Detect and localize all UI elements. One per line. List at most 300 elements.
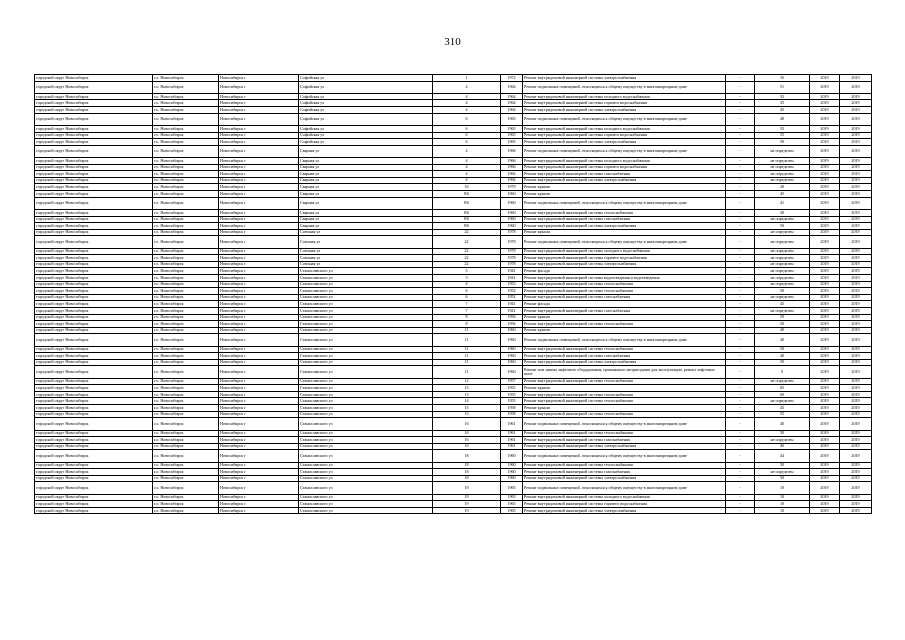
end-year-cell: 2019	[840, 507, 872, 514]
work-type-cell: Ремонт внутридомовой инженерной системы холодного водоснабжения	[523, 93, 726, 100]
cost-cell: 35	[755, 75, 810, 82]
settlement-cell: Новосибирск г	[219, 450, 299, 462]
work-type-cell: Ремонт подвальных помещений, относящихся к общему имуществу в многоквартирном доме	[523, 197, 726, 209]
work-type-cell: Ремонт или замена лифтового оборудования, признанного непригодным для эксплуатации, ремонт лифтовых шахт	[523, 366, 726, 378]
year-cell: 1952	[501, 288, 523, 295]
municipality-cell: г.о. Новосибирск	[153, 307, 219, 314]
cost-cell: не определен	[755, 307, 810, 314]
house-cell: 16	[433, 184, 501, 191]
district-cell: городской округ Новосибирск	[35, 301, 153, 308]
house-cell: 7	[433, 301, 501, 308]
dash-cell: -	[726, 494, 755, 501]
year-cell: 1957	[501, 378, 523, 385]
municipality-cell: г.о. Новосибирск	[153, 113, 219, 125]
municipality-cell: г.о. Новосибирск	[153, 366, 219, 378]
year-cell: 1978	[501, 255, 523, 262]
house-cell: 8/6	[433, 216, 501, 223]
dash-cell: -	[726, 229, 755, 236]
settlement-cell: Новосибирск г	[219, 288, 299, 295]
work-type-cell: Ремонт внутридомовой инженерной системы электроснабжения	[523, 443, 726, 450]
house-cell: 16	[433, 418, 501, 430]
year-cell: 1966	[501, 145, 523, 157]
year-cell: 1956	[501, 321, 523, 328]
table-row	[35, 430, 872, 437]
end-year-cell: 2019	[840, 443, 872, 450]
settlement-cell: Новосибирск г	[219, 301, 299, 308]
municipality-cell: г.о. Новосибирск	[153, 321, 219, 328]
dash-cell: -	[726, 268, 755, 275]
district-cell: городской округ Новосибирск	[35, 274, 153, 281]
district-cell: городской округ Новосибирск	[35, 482, 153, 494]
year-cell: 1978	[501, 236, 523, 248]
table-row	[35, 139, 872, 146]
year-cell: 1961	[501, 437, 523, 444]
work-type-cell: Ремонт подвальных помещений, относящихся к общему имуществу в многоквартирном доме	[523, 450, 726, 462]
municipality-cell: г.о. Новосибирск	[153, 268, 219, 275]
cost-cell: не определен	[755, 145, 810, 157]
district-cell: городской округ Новосибирск	[35, 236, 153, 248]
district-cell: городской округ Новосибирск	[35, 268, 153, 275]
work-type-cell: Ремонт внутридомовой инженерной системы горячего водоснабжения	[523, 255, 726, 262]
table-row	[35, 321, 872, 328]
table-row	[35, 482, 872, 494]
house-cell: 11	[433, 334, 501, 346]
municipality-cell: г.о. Новосибирск	[153, 507, 219, 514]
house-cell: 11	[433, 353, 501, 360]
municipality-cell: г.о. Новосибирск	[153, 334, 219, 346]
street-cell: Сварная ул	[299, 171, 433, 178]
end-year-cell: 2019	[840, 411, 872, 418]
cost-cell: 35	[755, 100, 810, 107]
year-cell: 1966	[501, 171, 523, 178]
table-row	[35, 462, 872, 469]
table-row	[35, 132, 872, 139]
municipality-cell: г.о. Новосибирск	[153, 274, 219, 281]
dash-cell: -	[726, 378, 755, 385]
year-cell: 1941	[501, 268, 523, 275]
year-cell: 1964	[501, 107, 523, 114]
start-year-cell: 2019	[810, 164, 840, 171]
table-row	[35, 236, 872, 248]
municipality-cell: г.о. Новосибирск	[153, 418, 219, 430]
end-year-cell: 2019	[840, 482, 872, 494]
work-type-cell: Ремонт внутридомовой инженерной системы теплоснабжения	[523, 378, 726, 385]
municipality-cell: г.о. Новосибирск	[153, 475, 219, 482]
settlement-cell: Новосибирск г	[219, 405, 299, 412]
settlement-cell: Новосибирск г	[219, 191, 299, 198]
year-cell: 1960	[501, 327, 523, 334]
dash-cell: -	[726, 255, 755, 262]
cost-cell: 60	[755, 391, 810, 398]
street-cell: Станиславского ул	[299, 475, 433, 482]
house-cell: 4	[433, 281, 501, 288]
street-cell: Союзная ул	[299, 248, 433, 255]
end-year-cell: 2019	[840, 223, 872, 230]
dash-cell: -	[726, 482, 755, 494]
year-cell: 1960	[501, 223, 523, 230]
dash-cell: -	[726, 184, 755, 191]
dash-cell: -	[726, 248, 755, 255]
start-year-cell: 2019	[810, 378, 840, 385]
settlement-cell: Новосибирск г	[219, 132, 299, 139]
street-cell: Станиславского ул	[299, 294, 433, 301]
cost-cell: 50	[755, 139, 810, 146]
cost-cell: не определен	[755, 281, 810, 288]
work-type-cell: Ремонт крыши	[523, 405, 726, 412]
table-row	[35, 411, 872, 418]
settlement-cell: Новосибирск г	[219, 494, 299, 501]
municipality-cell: г.о. Новосибирск	[153, 353, 219, 360]
street-cell: Станиславского ул	[299, 366, 433, 378]
municipality-cell: г.о. Новосибирск	[153, 494, 219, 501]
street-cell: Станиславского ул	[299, 411, 433, 418]
district-cell: городской округ Новосибирск	[35, 171, 153, 178]
year-cell: 1966	[501, 164, 523, 171]
cost-cell: 10	[755, 494, 810, 501]
street-cell: Софийская ул	[299, 75, 433, 82]
work-type-cell: Ремонт внутридомовой инженерной системы газоснабжения	[523, 353, 726, 360]
table-row	[35, 359, 872, 366]
dash-cell: -	[726, 437, 755, 444]
house-cell: 22	[433, 261, 501, 268]
start-year-cell: 2019	[810, 274, 840, 281]
settlement-cell: Новосибирск г	[219, 268, 299, 275]
end-year-cell: 2019	[840, 353, 872, 360]
settlement-cell: Новосибирск г	[219, 359, 299, 366]
work-type-cell: Ремонт крыши	[523, 385, 726, 392]
municipality-cell: г.о. Новосибирск	[153, 301, 219, 308]
end-year-cell: 2019	[840, 216, 872, 223]
table-row	[35, 107, 872, 114]
table-row	[35, 418, 872, 430]
municipality-cell: г.о. Новосибирск	[153, 93, 219, 100]
table-row	[35, 268, 872, 275]
settlement-cell: Новосибирск г	[219, 366, 299, 378]
dash-cell: -	[726, 346, 755, 353]
start-year-cell: 2019	[810, 93, 840, 100]
cost-cell: не определен	[755, 216, 810, 223]
table-row	[35, 171, 872, 178]
start-year-cell: 2019	[810, 450, 840, 462]
municipality-cell: г.о. Новосибирск	[153, 197, 219, 209]
dash-cell: -	[726, 125, 755, 132]
end-year-cell: 2019	[840, 236, 872, 248]
district-cell: городской округ Новосибирск	[35, 366, 153, 378]
dash-cell: -	[726, 443, 755, 450]
dash-cell: -	[726, 301, 755, 308]
district-cell: городской округ Новосибирск	[35, 469, 153, 476]
end-year-cell: 2019	[840, 261, 872, 268]
street-cell: Станиславского ул	[299, 391, 433, 398]
dash-cell: -	[726, 385, 755, 392]
street-cell: Союзная ул	[299, 255, 433, 262]
house-cell: 14	[433, 398, 501, 405]
dash-cell: -	[726, 359, 755, 366]
settlement-cell: Новосибирск г	[219, 274, 299, 281]
settlement-cell: Новосибирск г	[219, 107, 299, 114]
settlement-cell: Новосибирск г	[219, 261, 299, 268]
municipality-cell: г.о. Новосибирск	[153, 132, 219, 139]
start-year-cell: 2019	[810, 334, 840, 346]
year-cell: 1958	[501, 405, 523, 412]
house-cell: 8	[433, 321, 501, 328]
municipality-cell: г.о. Новосибирск	[153, 229, 219, 236]
district-cell: городской округ Новосибирск	[35, 411, 153, 418]
district-cell: городской округ Новосибирск	[35, 346, 153, 353]
street-cell: Сварная ул	[299, 191, 433, 198]
table-row	[35, 184, 872, 191]
municipality-cell: г.о. Новосибирск	[153, 385, 219, 392]
cost-cell: 0	[755, 366, 810, 378]
year-cell: 1956	[501, 314, 523, 321]
cost-cell: 50	[755, 314, 810, 321]
works-table-container	[34, 74, 871, 514]
work-type-cell: Ремонт внутридомовой инженерной системы горячего водоснабжения	[523, 501, 726, 508]
start-year-cell: 2019	[810, 346, 840, 353]
start-year-cell: 2019	[810, 236, 840, 248]
start-year-cell: 2019	[810, 462, 840, 469]
end-year-cell: 2019	[840, 209, 872, 216]
work-type-cell: Ремонт внутридомовой инженерной системы электроснабжения	[523, 359, 726, 366]
work-type-cell: Ремонт внутридомовой инженерной системы газоснабжения	[523, 216, 726, 223]
cost-cell: 51	[755, 81, 810, 93]
municipality-cell: г.о. Новосибирск	[153, 236, 219, 248]
dash-cell: -	[726, 132, 755, 139]
work-type-cell: Ремонт внутридомовой инженерной системы теплоснабжения	[523, 411, 726, 418]
dash-cell: -	[726, 236, 755, 248]
street-cell: Союзная ул	[299, 229, 433, 236]
house-cell: 11	[433, 359, 501, 366]
dash-cell: -	[726, 281, 755, 288]
dash-cell: -	[726, 391, 755, 398]
street-cell: Станиславского ул	[299, 334, 433, 346]
district-cell: городской округ Новосибирск	[35, 132, 153, 139]
dash-cell: -	[726, 353, 755, 360]
start-year-cell: 2019	[810, 391, 840, 398]
dash-cell: -	[726, 430, 755, 437]
municipality-cell: г.о. Новосибирск	[153, 107, 219, 114]
house-cell: 3	[433, 268, 501, 275]
work-type-cell: Ремонт внутридомовой инженерной системы газоснабжения	[523, 294, 726, 301]
house-cell: 15	[433, 405, 501, 412]
table-row	[35, 437, 872, 444]
dash-cell: -	[726, 261, 755, 268]
settlement-cell: Новосибирск г	[219, 430, 299, 437]
start-year-cell: 2019	[810, 248, 840, 255]
house-cell: 6	[433, 113, 501, 125]
start-year-cell: 2019	[810, 255, 840, 262]
year-cell: 1960	[501, 334, 523, 346]
municipality-cell: г.о. Новосибирск	[153, 411, 219, 418]
municipality-cell: г.о. Новосибирск	[153, 164, 219, 171]
table-row	[35, 113, 872, 125]
municipality-cell: г.о. Новосибирск	[153, 81, 219, 93]
district-cell: городской округ Новосибирск	[35, 443, 153, 450]
district-cell: городской округ Новосибирск	[35, 327, 153, 334]
district-cell: городской округ Новосибирск	[35, 288, 153, 295]
start-year-cell: 2019	[810, 418, 840, 430]
end-year-cell: 2019	[840, 255, 872, 262]
work-type-cell: Ремонт внутридомовой инженерной системы электроснабжения	[523, 139, 726, 146]
end-year-cell: 2019	[840, 100, 872, 107]
settlement-cell: Новосибирск г	[219, 255, 299, 262]
year-cell: 1960	[501, 197, 523, 209]
table-row	[35, 93, 872, 100]
works-table-body	[35, 75, 872, 514]
settlement-cell: Новосибирск г	[219, 307, 299, 314]
work-type-cell: Ремонт внутридомовой инженерной системы теплоснабжения	[523, 398, 726, 405]
cost-cell: 50	[755, 359, 810, 366]
end-year-cell: 2019	[840, 366, 872, 378]
table-row	[35, 494, 872, 501]
start-year-cell: 2019	[810, 177, 840, 184]
work-type-cell: Ремонт внутридомовой инженерной системы газоснабжения	[523, 171, 726, 178]
municipality-cell: г.о. Новосибирск	[153, 177, 219, 184]
street-cell: Сварная ул	[299, 145, 433, 157]
cost-cell: не определен	[755, 378, 810, 385]
work-type-cell: Ремонт внутридомовой инженерной системы горячего водоснабжения	[523, 132, 726, 139]
cost-cell: не определен	[755, 158, 810, 165]
table-row	[35, 314, 872, 321]
settlement-cell: Новосибирск г	[219, 469, 299, 476]
settlement-cell: Новосибирск г	[219, 216, 299, 223]
settlement-cell: Новосибирск г	[219, 501, 299, 508]
street-cell: Станиславского ул	[299, 359, 433, 366]
end-year-cell: 2019	[840, 359, 872, 366]
work-type-cell: Ремонт внутридомовой инженерной системы электроснабжения	[523, 75, 726, 82]
street-cell: Станиславского ул	[299, 501, 433, 508]
start-year-cell: 2019	[810, 139, 840, 146]
dash-cell: -	[726, 462, 755, 469]
year-cell: 1965	[501, 501, 523, 508]
dash-cell: -	[726, 469, 755, 476]
cost-cell: 40	[755, 353, 810, 360]
district-cell: городской округ Новосибирск	[35, 507, 153, 514]
end-year-cell: 2019	[840, 132, 872, 139]
street-cell: Станиславского ул	[299, 469, 433, 476]
municipality-cell: г.о. Новосибирск	[153, 346, 219, 353]
dash-cell: -	[726, 191, 755, 198]
district-cell: городской округ Новосибирск	[35, 353, 153, 360]
settlement-cell: Новосибирск г	[219, 391, 299, 398]
municipality-cell: г.о. Новосибирск	[153, 327, 219, 334]
house-cell: 4	[433, 177, 501, 184]
end-year-cell: 2019	[840, 93, 872, 100]
cost-cell: 45	[755, 405, 810, 412]
cost-cell: не определен	[755, 177, 810, 184]
municipality-cell: г.о. Новосибирск	[153, 75, 219, 82]
dash-cell: -	[726, 327, 755, 334]
table-row	[35, 288, 872, 295]
house-cell: 13	[433, 391, 501, 398]
street-cell: Софийская ул	[299, 107, 433, 114]
work-type-cell: Ремонт внутридомовой инженерной системы теплоснабжения	[523, 321, 726, 328]
year-cell: 1958	[501, 411, 523, 418]
year-cell: 1978	[501, 261, 523, 268]
dash-cell: -	[726, 321, 755, 328]
municipality-cell: г.о. Новосибирск	[153, 405, 219, 412]
district-cell: городской округ Новосибирск	[35, 81, 153, 93]
start-year-cell: 2019	[810, 482, 840, 494]
settlement-cell: Новосибирск г	[219, 334, 299, 346]
start-year-cell: 2019	[810, 223, 840, 230]
municipality-cell: г.о. Новосибирск	[153, 255, 219, 262]
table-row	[35, 177, 872, 184]
house-cell: 19	[433, 482, 501, 494]
settlement-cell: Новосибирск г	[219, 398, 299, 405]
year-cell: 1953	[501, 281, 523, 288]
dash-cell: -	[726, 418, 755, 430]
start-year-cell: 2019	[810, 437, 840, 444]
settlement-cell: Новосибирск г	[219, 125, 299, 132]
table-row	[35, 294, 872, 301]
house-cell: 8	[433, 314, 501, 321]
settlement-cell: Новосибирск г	[219, 197, 299, 209]
district-cell: городской округ Новосибирск	[35, 177, 153, 184]
street-cell: Союзная ул	[299, 261, 433, 268]
end-year-cell: 2019	[840, 125, 872, 132]
work-type-cell: Ремонт подвальных помещений, относящихся к общему имуществу в многоквартирном доме	[523, 418, 726, 430]
district-cell: городской округ Новосибирск	[35, 359, 153, 366]
settlement-cell: Новосибирск г	[219, 223, 299, 230]
end-year-cell: 2019	[840, 301, 872, 308]
year-cell: 1965	[501, 125, 523, 132]
district-cell: городской округ Новосибирск	[35, 391, 153, 398]
table-row	[35, 223, 872, 230]
cost-cell: не определен	[755, 164, 810, 171]
district-cell: городской округ Новосибирск	[35, 462, 153, 469]
municipality-cell: г.о. Новосибирск	[153, 184, 219, 191]
year-cell: 1964	[501, 100, 523, 107]
settlement-cell: Новосибирск г	[219, 171, 299, 178]
house-cell: 8/6	[433, 209, 501, 216]
street-cell: Станиславского ул	[299, 288, 433, 295]
start-year-cell: 2019	[810, 125, 840, 132]
start-year-cell: 2019	[810, 430, 840, 437]
year-cell: 1964	[501, 93, 523, 100]
end-year-cell: 2019	[840, 391, 872, 398]
settlement-cell: Новосибирск г	[219, 294, 299, 301]
table-row	[35, 469, 872, 476]
street-cell: Софийская ул	[299, 100, 433, 107]
street-cell: Станиславского ул	[299, 494, 433, 501]
cost-cell: 44	[755, 450, 810, 462]
street-cell: Станиславского ул	[299, 353, 433, 360]
start-year-cell: 2019	[810, 507, 840, 514]
settlement-cell: Новосибирск г	[219, 145, 299, 157]
work-type-cell: Ремонт фасада	[523, 301, 726, 308]
house-cell: 19	[433, 501, 501, 508]
end-year-cell: 2019	[840, 158, 872, 165]
year-cell: 1965	[501, 113, 523, 125]
start-year-cell: 2019	[810, 359, 840, 366]
start-year-cell: 2019	[810, 184, 840, 191]
settlement-cell: Новосибирск г	[219, 248, 299, 255]
settlement-cell: Новосибирск г	[219, 411, 299, 418]
street-cell: Станиславского ул	[299, 385, 433, 392]
street-cell: Станиславского ул	[299, 418, 433, 430]
start-year-cell: 2019	[810, 75, 840, 82]
district-cell: городской округ Новосибирск	[35, 294, 153, 301]
municipality-cell: г.о. Новосибирск	[153, 281, 219, 288]
work-type-cell: Ремонт внутридомовой инженерной системы холодного водоснабжения	[523, 158, 726, 165]
end-year-cell: 2019	[840, 164, 872, 171]
cost-cell: 50	[755, 321, 810, 328]
district-cell: городской округ Новосибирск	[35, 261, 153, 268]
street-cell: Сварная ул	[299, 164, 433, 171]
work-type-cell: Ремонт крыши	[523, 327, 726, 334]
table-row	[35, 158, 872, 165]
